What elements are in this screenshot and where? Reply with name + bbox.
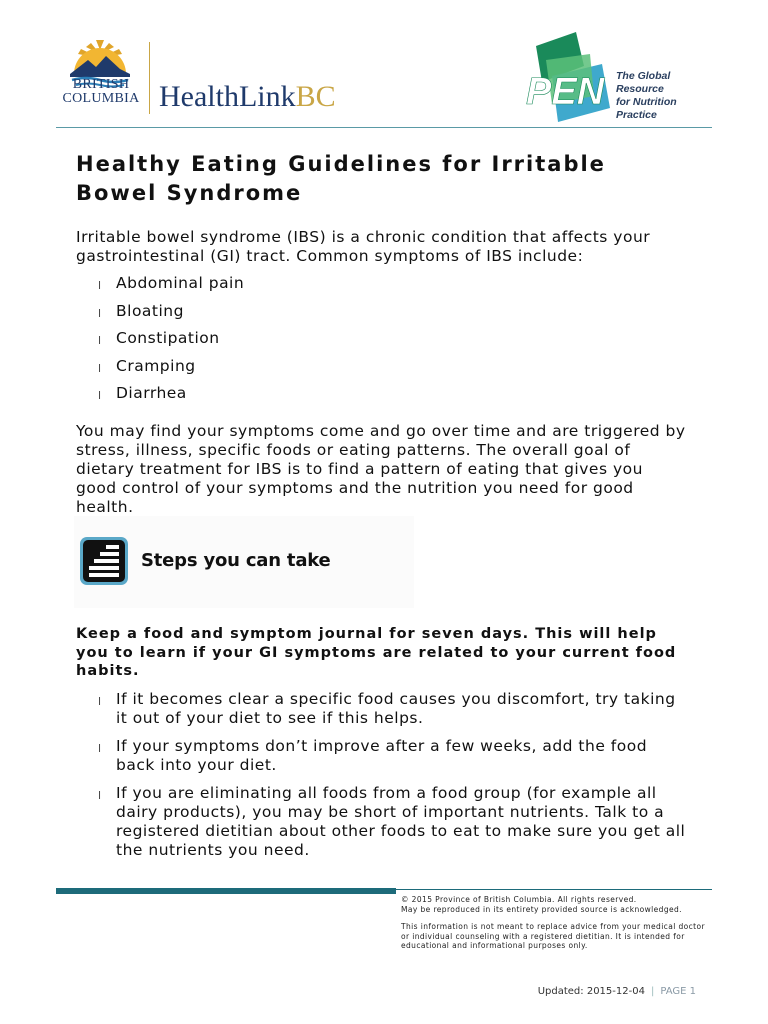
stairs-icon: [80, 537, 128, 585]
healthlink-name: HealthLink: [159, 80, 296, 113]
bullet-icon: l: [98, 789, 102, 802]
page-number: PAGE 1: [660, 986, 696, 997]
bc-logo-line1: BRITISH: [72, 77, 130, 92]
list-item-text: If it becomes clear a specific food causes you discomfort, try taking it out of your diet to see if this helps.: [116, 690, 676, 727]
pen-tagline-line1: The Global Resource: [616, 70, 671, 95]
list-item-text: If you are eliminating all foods from a food group (for example all dairy products), you may be short of important nutrients. Talk to a registered dietitian about other foods to eat to make sure you get all the nutrients you need.: [116, 784, 686, 859]
footer-separator: |: [650, 986, 655, 997]
document-header: [56, 20, 712, 128]
list-item-text: Diarrhea: [116, 384, 187, 402]
list-item-text: If your symptoms don’t improve after a few weeks, add the food back into your diet.: [116, 737, 648, 774]
list-item: [76, 357, 676, 376]
bullet-icon: l: [98, 389, 102, 402]
pen-logo-text: PEN: [526, 71, 605, 113]
list-item: [76, 737, 688, 775]
steps-heading: Steps you can take: [141, 550, 331, 571]
footer-accent-bar: [56, 888, 396, 894]
disclaimer-text: This information is not meant to replace advice from your medical doctor or individual counseling with a registered dietitian. It is intended for educational and informational purposes only.: [401, 922, 705, 950]
symptoms-trigger-paragraph: You may find your symptoms come and go over time and are triggered by stress, illness, specific foods or eating patterns. The overall goal of dietary treatment for IBS is to find a pattern of eating that gives you good control of your symptoms and the nutrition you need for good health.: [76, 422, 686, 516]
bullet-icon: l: [98, 361, 102, 375]
list-item: [76, 384, 676, 403]
updated-date: Updated: 2015-12-04: [537, 986, 645, 997]
tips-list: [76, 690, 688, 869]
bullet-icon: l: [98, 306, 102, 320]
list-item: [76, 302, 676, 321]
pen-tagline-line2: for Nutrition Practice: [616, 96, 677, 121]
list-item: [76, 329, 676, 348]
intro-paragraph: Irritable bowel syndrome (IBS) is a chronic condition that affects your gastrointestinal (GI) tract. Common symptoms of IBS include:: [76, 228, 651, 265]
bullet-icon: l: [98, 742, 102, 755]
list-item-text: Abdominal pain: [116, 274, 245, 292]
list-item-text: Cramping: [116, 356, 196, 375]
copyright-notice: [401, 895, 711, 914]
header-divider: [56, 127, 712, 128]
page-footer-meta: [538, 986, 696, 997]
pen-tagline: [616, 70, 712, 122]
bullet-icon: l: [98, 334, 102, 347]
symptoms-list: [76, 274, 676, 412]
footer-rule: [396, 889, 712, 890]
list-item: [76, 274, 676, 293]
bc-logo-line2: COLUMBIA: [62, 91, 140, 106]
healthlink-suffix: BC: [295, 80, 336, 113]
document-title: Healthy Eating Guidelines for Irritable Bowel Syndrome: [76, 152, 606, 205]
list-item: [76, 784, 688, 860]
bc-logo-text: [56, 78, 146, 106]
bullet-icon: l: [98, 695, 102, 708]
list-item: [76, 690, 688, 728]
healthlinkbc-logo: [159, 80, 336, 114]
bullet-icon: l: [98, 279, 102, 292]
journal-heading: Keep a food and symptom journal for seven days. This will help you to learn if your GI symptoms are related to your current food habits.: [76, 626, 677, 679]
logo-divider: [149, 42, 150, 114]
copyright-line2: May be reproduced in its entirety provided source is acknowledged.: [401, 904, 682, 914]
list-item-text: Bloating: [116, 301, 184, 320]
pen-logo: [506, 26, 616, 126]
list-item-text: Constipation: [116, 329, 220, 347]
copyright-line1: © 2015 Province of British Columbia. All rights reserved.: [401, 895, 637, 904]
